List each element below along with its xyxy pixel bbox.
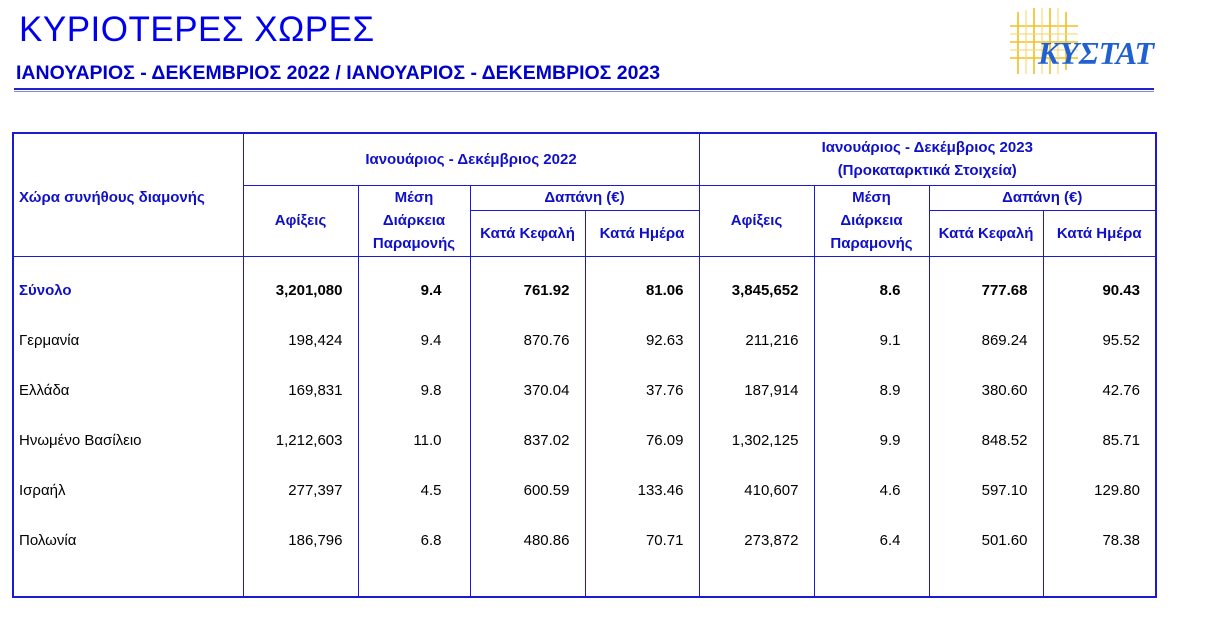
title-divider-thin xyxy=(14,91,1154,92)
per-day-2023-header: Κατά Ημέρα xyxy=(1043,210,1156,256)
table-cell: 597.10 xyxy=(981,481,1028,499)
col-stay-2023 xyxy=(814,256,929,597)
avg-stay-line2: Διάρκεια xyxy=(382,212,446,229)
table-cell: 3,845,652 xyxy=(731,281,799,299)
table-cell: 410,607 xyxy=(744,481,799,499)
table-cell: 133.46 xyxy=(637,481,684,499)
col-arrivals-2023 xyxy=(699,256,814,597)
table-cell: 9.9 xyxy=(879,431,901,449)
table-cell: 4.5 xyxy=(420,481,442,499)
avg-stay-2023-header xyxy=(814,185,929,256)
avg-stay-2022-header xyxy=(358,185,470,256)
spending-2022-header: Δαπάνη (€) xyxy=(470,185,699,210)
table-cell: 6.4 xyxy=(879,531,901,549)
col-per-day-2022 xyxy=(585,256,699,597)
period-2023-label: Ιανουάριος - Δεκέμβριος 2023 xyxy=(821,139,1033,157)
table-cell: 1,212,603 xyxy=(275,431,343,449)
period-2023-header xyxy=(699,133,1156,185)
table-cell: 11.0 xyxy=(413,431,442,449)
col-stay-2022 xyxy=(358,256,470,597)
table-row-label: Ηνωμένο Βασίλειο xyxy=(19,431,142,449)
cystat-logo xyxy=(1008,4,1168,78)
per-capita-2023-header: Κατά Κεφαλή xyxy=(929,210,1043,256)
period-2022-header: Ιανουάριος - Δεκέμβριος 2022 xyxy=(243,133,699,185)
avg-stay-line3: Παραμονής xyxy=(830,235,913,252)
per-capita-2022-header: Κατά Κεφαλή xyxy=(470,210,585,256)
avg-stay-line2: Διάρκεια xyxy=(840,212,903,229)
table-cell: 37.76 xyxy=(645,381,684,399)
table-cell: 848.52 xyxy=(981,431,1028,449)
table-cell: 187,914 xyxy=(744,381,799,399)
period-2023-note: (Προκαταρκτικά Στοιχεία) xyxy=(837,162,1017,180)
table-cell: 1,302,125 xyxy=(731,431,799,449)
table-row-label: Γερμανία xyxy=(19,331,80,349)
table-cell: 870.76 xyxy=(523,331,570,349)
country-header: Χώρα συνήθους διαμονής xyxy=(13,133,243,256)
avg-stay-line1: Μέση xyxy=(394,189,434,206)
table-cell: 9.4 xyxy=(420,281,442,299)
table-cell: 129.80 xyxy=(1094,481,1140,499)
table-cell: 370.04 xyxy=(523,381,570,399)
table-cell: 9.4 xyxy=(420,331,442,349)
table-cell: 8.9 xyxy=(879,381,901,399)
table-cell: 9.1 xyxy=(879,331,901,349)
table-cell: 273,872 xyxy=(744,531,799,549)
table-cell: 70.71 xyxy=(645,531,684,549)
table-cell: 761.92 xyxy=(523,281,570,299)
table-body xyxy=(13,256,1156,597)
table-cell: 76.09 xyxy=(645,431,684,449)
table-cell: 6.8 xyxy=(420,531,442,549)
avg-stay-line3: Παραμονής xyxy=(372,235,456,252)
col-per-day-2023 xyxy=(1043,256,1156,597)
table-cell: 95.52 xyxy=(1102,331,1140,349)
col-country xyxy=(13,256,243,597)
arrivals-2023-header: Αφίξεις xyxy=(699,185,814,256)
table-cell: 501.60 xyxy=(981,531,1028,549)
table-cell: 92.63 xyxy=(645,331,684,349)
title-divider xyxy=(14,88,1154,90)
table-row-label: Σύνολο xyxy=(19,281,72,299)
logo-text: ΚΥΣΤΑΤ xyxy=(1038,35,1154,71)
table-row-label: Ελλάδα xyxy=(19,381,70,399)
table-cell: 78.38 xyxy=(1102,531,1140,549)
table-cell: 777.68 xyxy=(981,281,1028,299)
table-cell: 9.8 xyxy=(420,381,442,399)
table-cell: 837.02 xyxy=(523,431,570,449)
page-subtitle: ΙΑΝΟΥΑΡΙΟΣ - ΔΕΚΕΜΒΡΙΟΣ 2022 / ΙΑΝΟΥΑΡΙΟΣ - ΔΕΚΕΜΒΡΙΟΣ 2023 xyxy=(16,62,661,84)
table-cell: 4.6 xyxy=(879,481,901,499)
table-cell: 42.76 xyxy=(1102,381,1140,399)
table-cell: 85.71 xyxy=(1102,431,1140,449)
table-cell: 211,216 xyxy=(745,331,799,349)
col-per-capita-2023 xyxy=(929,256,1043,597)
per-day-2022-header: Κατά Ημέρα xyxy=(585,210,699,256)
statistics-table xyxy=(12,132,1157,598)
table-cell: 600.59 xyxy=(523,481,570,499)
arrivals-2022-header: Αφίξεις xyxy=(243,185,358,256)
table-cell: 90.43 xyxy=(1102,281,1140,299)
table-cell: 81.06 xyxy=(645,281,684,299)
spending-2023-header: Δαπάνη (€) xyxy=(929,185,1156,210)
table-cell: 169,831 xyxy=(288,381,343,399)
table-row-label: Ισραήλ xyxy=(19,481,66,499)
table-cell: 198,424 xyxy=(288,331,343,349)
table-cell: 3,201,080 xyxy=(275,281,343,299)
table-cell: 869.24 xyxy=(981,331,1028,349)
table-cell: 480.86 xyxy=(523,531,570,549)
table-cell: 380.60 xyxy=(981,381,1028,399)
table-cell: 186,796 xyxy=(288,531,343,549)
page-title: ΚΥΡΙΟΤΕΡΕΣ ΧΩΡΕΣ xyxy=(19,10,375,49)
table-cell: 8.6 xyxy=(879,281,901,299)
avg-stay-line1: Μέση xyxy=(852,189,891,206)
col-arrivals-2022 xyxy=(243,256,358,597)
table-row-label: Πολωνία xyxy=(19,531,77,549)
table-cell: 277,397 xyxy=(288,481,343,499)
col-per-capita-2022 xyxy=(470,256,585,597)
